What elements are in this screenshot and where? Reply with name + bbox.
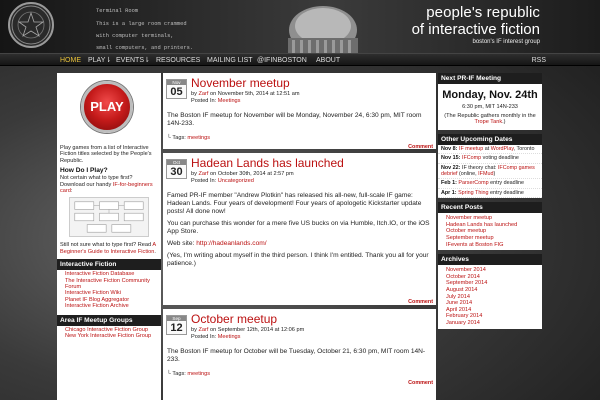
post-november-meetup [163, 73, 436, 149]
post-paragraph: (Yes, I'm writing about myself in the third person. I think I'm entitled. Thank you all for your patience.) [167, 252, 429, 267]
post-hadean-lands [163, 153, 436, 305]
post-byline [191, 91, 300, 98]
recent-posts-list [438, 213, 542, 250]
next-meeting-heading: Next PR-IF Meeting [438, 73, 542, 84]
archive-link[interactable]: November 2014 [446, 267, 486, 274]
upcoming-date-row [438, 145, 542, 154]
upcoming-text: (online, [457, 171, 479, 177]
comment-link[interactable]: Comment [408, 299, 433, 305]
stuck-text: Still not sure what to type first? Read [60, 242, 152, 249]
archive-link[interactable]: September 2014 [446, 280, 488, 287]
website-label: Web site: [167, 240, 197, 247]
right-sidebar [438, 73, 542, 400]
site-title[interactable] [412, 4, 540, 45]
post-october-meetup [163, 309, 436, 400]
upcoming-link[interactable]: ParserComp [458, 180, 489, 187]
upcoming-date: Apr 1: [441, 189, 457, 196]
tag-icon: └ [167, 371, 171, 377]
archive-link[interactable]: June 2014 [446, 300, 473, 307]
by-prefix: by [191, 91, 197, 97]
recent-posts-heading: Recent Posts [438, 202, 542, 213]
post-title[interactable]: Hadean Lands has launched [191, 156, 344, 170]
main-content [163, 73, 436, 400]
post-month: Oct [167, 160, 186, 165]
upcoming-date-row [438, 179, 542, 188]
recent-post-link[interactable]: September meetup [446, 235, 494, 241]
post-category-link[interactable]: Meetings [217, 334, 241, 340]
post-body [167, 112, 430, 132]
upcoming-link[interactable]: IFMud [478, 171, 494, 177]
post-category-line [191, 98, 240, 105]
archive-link[interactable]: February 2014 [446, 313, 483, 320]
beginners-guide-link[interactable]: A Beginner's Guide to Interactive Fiction [60, 242, 156, 255]
prif-seal-logo[interactable] [8, 2, 54, 48]
beginners-card-link[interactable]: IF-for-beginners card [60, 181, 153, 195]
meetup-group-link[interactable]: Chicago Interactive Fiction Group [65, 326, 149, 333]
post-day: 05 [170, 86, 183, 98]
terminal-line: Terminal Room [96, 8, 139, 15]
recent-post-link[interactable]: IFevents at Boston FIG [446, 241, 504, 248]
post-author-link[interactable]: Zarf [198, 171, 209, 177]
archive-link[interactable]: August 2014 [446, 286, 478, 293]
dropdown-arrow-icon: ⇂ [105, 57, 112, 64]
next-meeting-widget [438, 73, 542, 130]
recent-post-link[interactable]: Hadean Lands has launched [446, 221, 518, 228]
hadeanlands-link[interactable]: http://hadeanlands.com/ [196, 240, 267, 247]
upcoming-date-row [438, 189, 542, 198]
if-link[interactable]: Planet IF Blog Aggregator [65, 296, 130, 303]
upcoming-text: IF theory chat: [460, 164, 498, 171]
upcoming-text: , Toronto [513, 145, 535, 152]
upcoming-dates-widget [438, 134, 542, 198]
if-link[interactable]: Interactive Fiction Wiki [65, 290, 121, 297]
play-widget [57, 73, 161, 145]
nav-events-label: EVENTS [116, 57, 145, 64]
site-title-line2: of interactive fiction [411, 21, 540, 38]
upcoming-date-row [438, 164, 542, 180]
stuck-text-after: . [154, 248, 156, 255]
post-byline [191, 327, 304, 334]
posted-in-label: Posted In: [191, 334, 217, 340]
posted-in-label: Posted In: [191, 98, 217, 104]
post-timestamp: on November 5th, 2014 at 12:51 am [210, 91, 300, 97]
post-paragraph-website [167, 240, 430, 248]
post-tags [167, 371, 210, 377]
trope-tank-link[interactable]: Trope Tank [474, 119, 503, 126]
tag-icon: └ [167, 135, 171, 141]
post-paragraph: The Boston IF meetup for November will be Monday, November 24, 6:30 pm, MIT room 14N-233. [167, 112, 422, 127]
post-tags [167, 135, 210, 141]
seal-icon [10, 4, 52, 46]
if-links-heading: Interactive Fiction [57, 259, 161, 270]
upcoming-link[interactable]: IF meetup [458, 145, 484, 152]
post-month: Sep [167, 316, 186, 321]
upcoming-date: Nov 15: [441, 155, 461, 162]
post-day: 30 [170, 166, 183, 178]
post-category-line [191, 178, 254, 185]
upcoming-text: ) [493, 171, 496, 177]
archives-widget [438, 254, 542, 328]
dropdown-arrow-icon: ⇂ [144, 57, 150, 64]
if-links-list [57, 270, 161, 310]
nav-ifinboston[interactable]: @IFINBOSTON [257, 57, 307, 64]
post-title[interactable]: November meetup [191, 76, 290, 90]
upcoming-date-row [438, 154, 542, 163]
archive-link[interactable]: January 2014 [446, 319, 480, 326]
comment-link[interactable]: Comment [408, 144, 433, 150]
recent-posts-widget [438, 202, 542, 250]
post-tag-link[interactable]: meetings [187, 371, 211, 377]
upcoming-link[interactable]: WordPlay [490, 145, 514, 152]
nav-mailing-list[interactable]: MAILING LIST [207, 57, 253, 64]
upcoming-text: entry deadline [488, 189, 524, 196]
terminal-room-text [96, 2, 246, 53]
upcoming-link[interactable]: Spring Thing [458, 189, 489, 196]
terminal-line: small computers, and printers. [96, 45, 194, 52]
post-paragraph: Famed PR-IF member "Andrew Plotkin" has released his all-new, full-scale IF game: Hadean Lands. Four years of development! Four years of apologetic Kickstarter update posts! All done now! [167, 192, 422, 215]
rss-link[interactable]: RSS [531, 57, 546, 64]
if-link[interactable]: Interactive Fiction Database [65, 271, 135, 278]
post-timestamp: on October 30th, 2014 at 2:57 pm [210, 171, 294, 177]
if-link[interactable]: The Interactive Fiction Community Forum [65, 277, 150, 291]
tags-label: Tags: [172, 135, 186, 141]
site-header [0, 0, 600, 53]
main-nav [0, 53, 600, 66]
nav-play-label: PLAY [88, 57, 106, 64]
beginners-card-thumbnail[interactable] [69, 197, 149, 237]
posted-in-label: Posted In: [191, 178, 217, 184]
terminal-line: This is a large room crammed [96, 20, 187, 27]
nav-play[interactable] [87, 55, 112, 66]
upcoming-dates-heading: Other Upcoming Dates [438, 134, 542, 145]
upcoming-link[interactable]: IFComp [461, 155, 482, 162]
post-timestamp: on September 12th, 2014 at 12:06 pm [210, 327, 305, 333]
post-date-badge [166, 315, 187, 335]
post-author-link[interactable]: Zarf [198, 327, 209, 333]
by-prefix: by [191, 171, 197, 177]
next-meeting-time: 6:30 pm, MIT 14N-233 [462, 104, 518, 110]
terminal-line: with computer terminals, [96, 33, 174, 40]
howdo-text [57, 175, 161, 194]
site-tagline: boston's IF interest group [472, 39, 540, 45]
left-sidebar [57, 73, 161, 400]
play-intro: Play games from a list of Interactive Fiction titles selected by the People's Republic. [60, 145, 152, 164]
upcoming-date: Feb 1: [441, 180, 457, 187]
recent-post-link[interactable]: November meetup [446, 215, 493, 222]
meetup-group-link[interactable]: New York Interactive Fiction Group [65, 333, 152, 340]
post-day: 12 [170, 322, 183, 334]
recent-post-link[interactable]: October meetup [446, 228, 487, 235]
nav-resources[interactable]: RESOURCES [156, 57, 201, 64]
upcoming-date: Nov 22: [441, 164, 461, 171]
post-category-link[interactable]: Meetings [217, 98, 241, 104]
archive-link[interactable]: October 2014 [446, 273, 480, 280]
archives-heading: Archives [438, 254, 542, 265]
post-author-link[interactable]: Zarf [198, 91, 209, 97]
trope-tank-note: (The Republic gathers monthly in the [444, 112, 536, 119]
post-date-badge [166, 159, 187, 179]
site-title-line1: people's republic [426, 4, 540, 21]
beginners-guide-text [57, 242, 161, 255]
next-meeting-date: Monday, Nov. 24th [442, 89, 538, 101]
tags-label: Tags: [172, 371, 186, 377]
post-month: Nov [167, 80, 186, 85]
trope-tank-note-after: .) [502, 119, 506, 126]
upcoming-text: voting deadline [481, 155, 519, 162]
if-link[interactable]: Interactive Fiction Archive [65, 303, 129, 310]
upcoming-date: Nov 8: [441, 145, 458, 152]
comment-link[interactable]: Comment [408, 380, 433, 386]
nav-events[interactable] [115, 55, 151, 66]
archive-link[interactable]: July 2014 [446, 293, 470, 300]
upcoming-text: at [483, 145, 491, 152]
post-title[interactable]: October meetup [191, 312, 278, 326]
post-byline [191, 171, 294, 178]
play-button[interactable]: PLAY [81, 81, 133, 133]
post-tag-link[interactable]: meetings [187, 135, 211, 141]
next-meeting-note [438, 112, 542, 130]
by-prefix: by [191, 327, 197, 333]
howdo-heading: How Do I Play? [60, 167, 108, 175]
post-category-link[interactable]: Uncategorized [217, 178, 254, 184]
howdo-text-body: Not certain what to type first? Download our handy [60, 175, 133, 188]
post-body [167, 192, 430, 272]
archives-list [438, 265, 542, 328]
meetup-groups-list [57, 326, 161, 341]
howdo-text-after: : [70, 188, 73, 195]
upcoming-text: entry deadline [488, 180, 525, 187]
nav-home[interactable]: HOME [60, 57, 81, 64]
upcoming-link[interactable]: IFComp games debrief [441, 164, 535, 177]
mit-dome-image [268, 0, 378, 53]
post-body [167, 348, 430, 368]
post-date-badge [166, 79, 187, 99]
post-paragraph: You can purchase this wonder for a mere five US bucks on via Humble, Itch.IO, or the iOS App Store. [167, 220, 430, 235]
nav-about[interactable]: ABOUT [316, 57, 341, 64]
meetup-groups-heading: Area IF Meetup Groups [57, 315, 161, 326]
archive-link[interactable]: April 2014 [446, 306, 472, 313]
post-paragraph: The Boston IF meetup for October will be Tuesday, October 21, 6:30 pm, MIT room 14N-233. [167, 348, 426, 363]
post-category-line [191, 334, 240, 341]
